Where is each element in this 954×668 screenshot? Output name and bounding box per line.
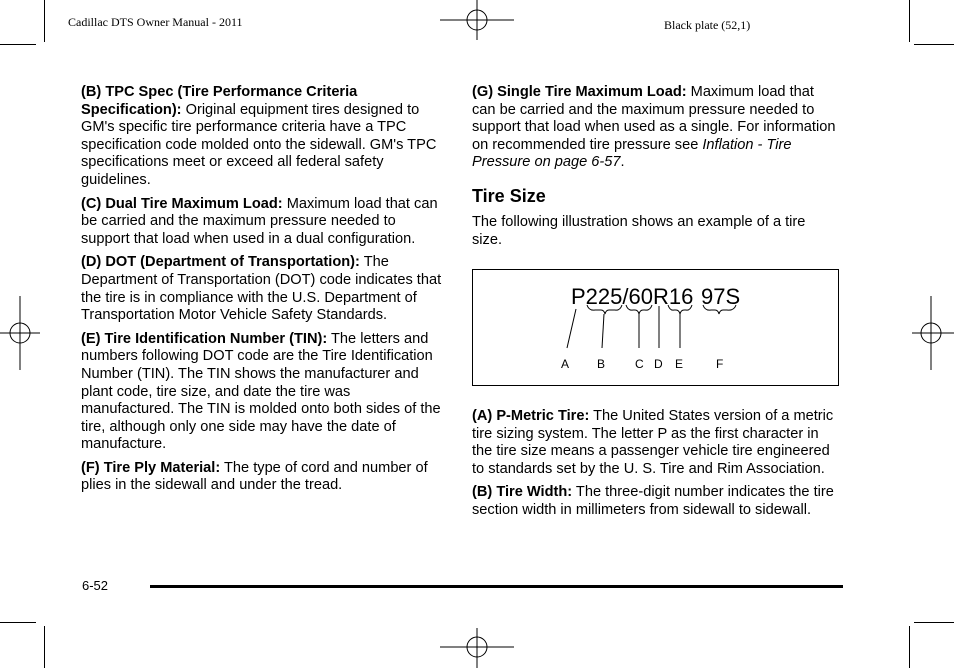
- crop-mark: [44, 626, 45, 668]
- definition: The Department of Transportation (DOT) code indicates that the tire is in compliance with the U.S. Department of Transportation Motor Vehicle Safety Standards.: [81, 254, 442, 324]
- paragraph-dual-load: [81, 196, 443, 249]
- paragraph-tire-width: [472, 484, 836, 519]
- definition: Maximum load that can be carried and the maximum pressure needed to support that load when used in a dual configuration.: [81, 195, 438, 247]
- crop-mark: [909, 0, 910, 42]
- footer-rule: [150, 585, 843, 588]
- term: (C) Dual Tire Maximum Load:: [81, 195, 283, 212]
- leader-line-b: [602, 314, 604, 348]
- definition: The three-digit number indicates the tire section width in millimeters from sidewall to sidewall.: [472, 484, 834, 518]
- leader-line-a: [567, 309, 576, 348]
- term: (F) Tire Ply Material:: [81, 459, 221, 476]
- paragraph-p-metric: [472, 408, 836, 478]
- right-column: [472, 84, 836, 255]
- term: (B) TPC Spec (Tire Performance Criteria Specification):: [81, 84, 358, 118]
- tire-code-main: P225/60R16: [571, 284, 694, 309]
- left-column: [81, 84, 443, 501]
- label-d: D: [654, 357, 663, 371]
- crop-mark: [0, 622, 36, 623]
- registration-mark-bottom: [440, 628, 514, 668]
- tire-size-diagram: [473, 270, 838, 385]
- header-title: Cadillac DTS Owner Manual - 2011: [68, 15, 243, 29]
- term: (D) DOT (Department of Transportation):: [81, 254, 360, 271]
- label-b: B: [597, 357, 606, 371]
- label-a: A: [561, 357, 570, 371]
- tire-size-figure: [472, 269, 839, 386]
- term: (E) Tire Identification Number (TIN):: [81, 330, 328, 347]
- label-f: F: [716, 357, 724, 371]
- label-e: E: [675, 357, 684, 371]
- crop-mark: [909, 626, 910, 668]
- label-c: C: [635, 357, 644, 371]
- paragraph-tin: [81, 331, 443, 454]
- registration-mark-top: [440, 0, 514, 40]
- definition: Original equipment tires designed to GM's specific tire performance criteria have a TPC specification code molded onto the sidewall. GM's TPC specifications meet or exceed all federal safety guidelines.: [81, 101, 437, 188]
- paragraph-ply-material: [81, 460, 443, 495]
- header-plate: Black plate (52,1): [664, 18, 751, 32]
- section-heading: Tire Size: [472, 185, 546, 206]
- term: (B) Tire Width:: [472, 484, 573, 501]
- paragraph-dot: [81, 254, 443, 324]
- paragraph-single-load: [472, 84, 836, 172]
- crop-mark: [44, 0, 45, 42]
- crop-mark: [0, 44, 36, 45]
- paragraph-intro: The following illustration shows an example of a tire size.: [472, 213, 806, 248]
- definition: The United States version of a metric tire sizing system. The letter P as the first character in the tire size means a passenger vehicle tire engineered to standards set by the U. S. Tire and Rim Association.: [472, 408, 834, 477]
- crop-mark: [914, 44, 954, 45]
- crop-mark: [914, 622, 954, 623]
- registration-mark-left: [0, 296, 40, 370]
- definition: The letters and numbers following DOT code are the Tire Identification Number (TIN). The TIN shows the manufacturer and plant code, tire size, and date the tire was manufactured. The TIN is molded onto both sides of the tire, although only one side may have the date of manufacture.: [81, 330, 441, 453]
- right-column-lower: [472, 408, 836, 526]
- registration-mark-right: [912, 296, 954, 370]
- term: (A) P-Metric Tire:: [472, 408, 590, 424]
- definition: Maximum load that can be carried and the maximum pressure needed to support that load when used as a single. For information on recommended tire pressure see: [472, 84, 836, 153]
- definition: The type of cord and number of plies in the sidewall and under the tread.: [81, 459, 428, 494]
- paragraph-tpc-spec: [81, 84, 443, 190]
- cross-reference-link[interactable]: Inflation - Tire Pressure on page 6-57: [472, 136, 792, 171]
- tire-code-speed: 97S: [701, 284, 741, 309]
- punctuation: .: [620, 154, 625, 171]
- term: (G) Single Tire Maximum Load:: [472, 84, 687, 100]
- page-number: 6-52: [82, 578, 109, 593]
